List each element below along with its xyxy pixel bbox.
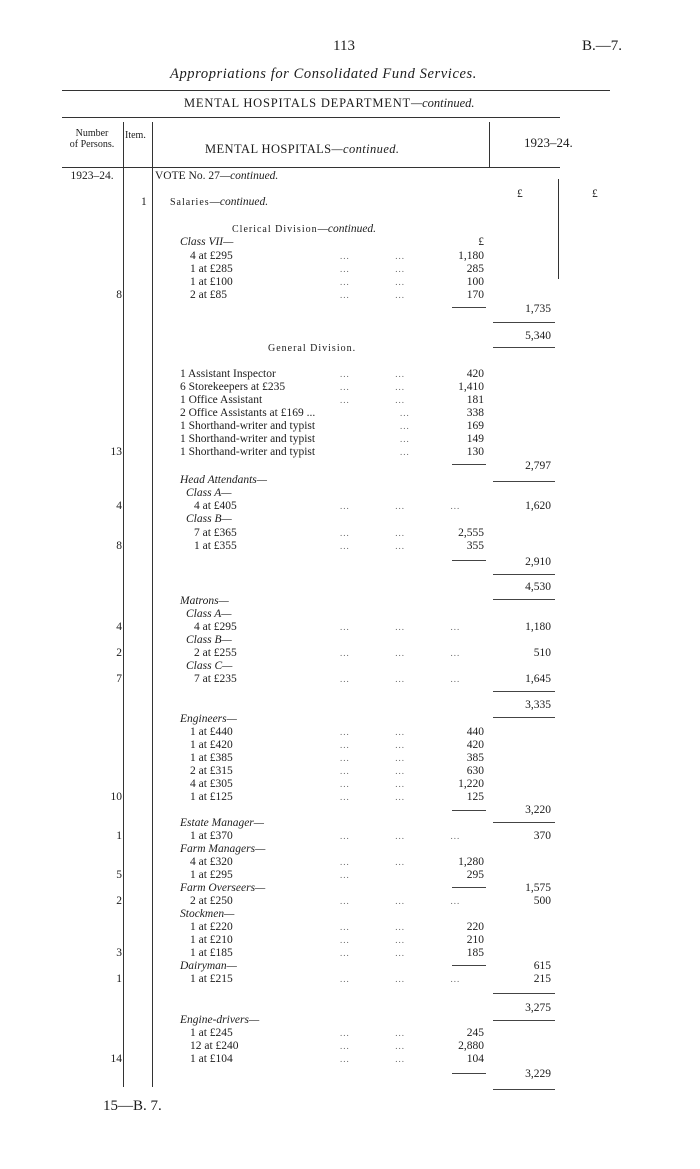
- matrons-a-total: 1,180: [525, 621, 551, 633]
- clerical-total: 1,735: [525, 303, 551, 315]
- farm-managers-row-2-amount: 295: [466, 869, 484, 881]
- farm-managers-total: 1,575: [525, 882, 551, 894]
- matrons-label: Matrons—: [180, 595, 229, 607]
- engineers-row-4-desc: 2 at £315: [190, 765, 233, 777]
- stockmen-label: Stockmen—: [180, 908, 235, 920]
- matrons-a-persons: 4: [116, 621, 122, 633]
- vote-label: [155, 170, 278, 184]
- farm-overseers-total: 500: [533, 895, 551, 907]
- document-title: Appropriations for Consolidated Fund Services.: [170, 66, 477, 82]
- persons-header-line2: of Persons.: [69, 139, 115, 150]
- section-subtotal: 3,275: [525, 1002, 551, 1014]
- leader-dots: ... ...: [340, 541, 405, 551]
- general-persons-count: 13: [110, 446, 122, 458]
- stockmen-row-3-desc: 1 at £185: [190, 947, 233, 959]
- sum-rule: [452, 887, 486, 888]
- sum-rule: [493, 717, 555, 718]
- clerical-pound-symbol: £: [478, 236, 484, 248]
- sum-rule: [452, 464, 486, 465]
- leader-dots: ... ...: [340, 753, 405, 763]
- leader-dots: ... ...: [340, 290, 405, 300]
- leader-dots: ... ...: [340, 740, 405, 750]
- general-total: 2,797: [525, 460, 551, 472]
- matrons-c-total: 1,645: [525, 673, 551, 685]
- general-row-5-desc: 1 Shorthand-writer and typist: [180, 420, 316, 432]
- leader-dots: ... ...: [340, 277, 405, 287]
- sum-rule: [452, 307, 486, 308]
- sum-rule: [493, 599, 555, 600]
- head-attendants-total: 4,530: [525, 581, 551, 593]
- leader-dots: ... ...: [340, 792, 405, 802]
- sum-rule: [493, 322, 555, 323]
- engine-drivers-row-3-amount: 104: [466, 1053, 484, 1065]
- leader-dots: ... ...: [340, 766, 405, 776]
- head-attendants-b-row-2-desc: 1 at £355: [194, 540, 237, 552]
- leader-dots: ... ...: [340, 935, 405, 945]
- matrons-c-persons: 7: [116, 673, 122, 685]
- estate-manager-label: Estate Manager—: [180, 817, 265, 829]
- general-row-7-desc: 1 Shorthand-writer and typist: [180, 446, 316, 458]
- sum-rule: [493, 1089, 555, 1090]
- item-number: 1: [141, 196, 147, 208]
- farm-managers-row-1-desc: 4 at £320: [190, 856, 233, 868]
- general-row-1-amount: 420: [466, 368, 484, 380]
- estate-manager-persons: 1: [116, 830, 122, 842]
- column-divider-item: [152, 122, 153, 1087]
- head-attendants-b-row-1-amount: 2,555: [458, 527, 484, 539]
- column-divider-persons: [123, 122, 124, 1087]
- leader-dots: ... ... ...: [340, 974, 461, 984]
- leader-dots: ... ...: [340, 922, 405, 932]
- matrons-class-c: Class C—: [186, 660, 233, 672]
- sum-rule: [493, 481, 555, 482]
- head-attendants-b-row-1-desc: 7 at £365: [194, 527, 237, 539]
- sum-rule: [452, 810, 486, 811]
- stockmen-persons: 3: [116, 947, 122, 959]
- engineers-row-5-desc: 4 at £305: [190, 778, 233, 790]
- clerical-row-4-amount: 170: [466, 289, 484, 301]
- page-number: 113: [333, 38, 355, 54]
- general-row-1-desc: 1 Assistant Inspector: [180, 368, 276, 380]
- leader-dots: ... ...: [340, 369, 405, 379]
- table-top-rule: [62, 117, 560, 118]
- general-row-2-amount: 1,410: [458, 381, 484, 393]
- estate-manager-total: 370: [533, 830, 551, 842]
- sum-rule: [493, 691, 555, 692]
- engine-drivers-row-2-desc: 12 at £240: [190, 1040, 239, 1052]
- engineers-row-6-amount: 125: [466, 791, 484, 803]
- printer-signature: 15—B. 7.: [103, 1098, 162, 1114]
- general-row-3-amount: 181: [466, 394, 484, 406]
- leader-dots: ... ...: [340, 264, 405, 274]
- head-attendants-label: Head Attendants—: [180, 474, 267, 486]
- salaries-text: Salaries: [170, 197, 210, 208]
- estate-manager-desc: 1 at £370: [190, 830, 233, 842]
- clerical-heading-text: Clerical Division: [232, 224, 318, 235]
- persons-year-label: 1923–24.: [70, 170, 114, 182]
- stockmen-row-1-desc: 1 at £220: [190, 921, 233, 933]
- general-row-5-amount: 169: [466, 420, 484, 432]
- farm-managers-persons: 5: [116, 869, 122, 881]
- matrons-c-desc: 7 at £235: [194, 673, 237, 685]
- engine-drivers-row-2-amount: 2,880: [458, 1040, 484, 1052]
- stockmen-row-2-amount: 210: [466, 934, 484, 946]
- clerical-row-1-amount: 1,180: [458, 250, 484, 262]
- leader-dots: ... ...: [340, 1054, 405, 1064]
- general-row-6-amount: 149: [466, 433, 484, 445]
- page-reference: B.—7.: [582, 38, 623, 54]
- sum-rule: [452, 1073, 486, 1074]
- matrons-a-desc: 4 at £295: [194, 621, 237, 633]
- department-continued: —continued.: [410, 96, 475, 110]
- engine-drivers-row-1-desc: 1 at £245: [190, 1027, 233, 1039]
- engine-drivers-label: Engine-drivers—: [180, 1014, 260, 1026]
- engineers-row-4-amount: 630: [466, 765, 484, 777]
- farm-managers-row-1-amount: 1,280: [458, 856, 484, 868]
- sum-rule: [493, 993, 555, 994]
- header-bottom-rule: [62, 167, 560, 168]
- year-column-header: 1923–24.: [524, 135, 573, 150]
- stockmen-row-2-desc: 1 at £210: [190, 934, 233, 946]
- leader-dots: ... ...: [340, 727, 405, 737]
- sum-rule: [493, 1020, 555, 1021]
- matrons-b-persons: 2: [116, 647, 122, 659]
- matrons-b-total: 510: [533, 647, 551, 659]
- leader-dots: ... ...: [340, 382, 405, 392]
- vote-number: VOTE No. 27: [155, 170, 220, 182]
- head-attendants-b-total: 2,910: [525, 556, 551, 568]
- engineers-row-6-desc: 1 at £125: [190, 791, 233, 803]
- clerical-row-2-amount: 285: [466, 263, 484, 275]
- leader-dots: ... ...: [340, 251, 405, 261]
- department-heading: [184, 96, 475, 111]
- matrons-class-a: Class A—: [186, 608, 232, 620]
- engineers-row-2-amount: 420: [466, 739, 484, 751]
- main-title-continued: —continued.: [331, 142, 400, 156]
- column-divider-pounds: [558, 179, 559, 279]
- pound-symbol-left: £: [517, 188, 523, 200]
- engineers-label: Engineers—: [180, 713, 237, 725]
- matrons-total: 3,335: [525, 699, 551, 711]
- engineers-row-1-desc: 1 at £440: [190, 726, 233, 738]
- persons-column-header: [62, 128, 122, 150]
- general-row-2-desc: 6 Storekeepers at £235: [180, 381, 286, 393]
- engineers-total: 3,220: [525, 804, 551, 816]
- sum-rule: [493, 347, 555, 348]
- clerical-heading: [232, 223, 376, 237]
- engine-drivers-persons: 14: [110, 1053, 122, 1065]
- persons-header-line1: Number: [75, 128, 109, 139]
- leader-dots: ... ...: [340, 1028, 405, 1038]
- engineers-row-3-desc: 1 at £385: [190, 752, 233, 764]
- leader-dots: ... ... ...: [340, 501, 461, 511]
- salaries-label: [170, 196, 268, 210]
- head-attendants-b-persons: 8: [116, 540, 122, 552]
- dairyman-desc: 1 at £215: [190, 973, 233, 985]
- general-row-4-amount: 338: [466, 407, 484, 419]
- engine-drivers-row-1-amount: 245: [466, 1027, 484, 1039]
- clerical-persons-count: 8: [116, 289, 122, 301]
- leader-dots: ...: [400, 447, 410, 457]
- leader-dots: ...: [400, 408, 410, 418]
- leader-dots: ... ...: [340, 395, 405, 405]
- farm-managers-row-2-desc: 1 at £295: [190, 869, 233, 881]
- stockmen-row-1-amount: 220: [466, 921, 484, 933]
- dairyman-persons: 1: [116, 973, 122, 985]
- clerical-heading-continued: —continued.: [317, 223, 377, 235]
- general-row-6-desc: 1 Shorthand-writer and typist: [180, 433, 316, 445]
- head-attendants-a-desc: 4 at £405: [194, 500, 237, 512]
- main-column-header: [205, 142, 399, 157]
- general-row-4-desc: 2 Office Assistants at £169 ...: [180, 407, 316, 419]
- sum-rule: [493, 574, 555, 575]
- head-attendants-a-persons: 4: [116, 500, 122, 512]
- clerical-division-total: 5,340: [525, 330, 551, 342]
- column-divider-year: [489, 122, 490, 167]
- head-attendants-a-total: 1,620: [525, 500, 551, 512]
- sum-rule: [452, 560, 486, 561]
- matrons-class-b: Class B—: [186, 634, 232, 646]
- engineers-persons-count: 10: [110, 791, 122, 803]
- leader-dots: ... ... ...: [340, 674, 461, 684]
- leader-dots: ...: [400, 421, 410, 431]
- leader-dots: ... ...: [340, 857, 405, 867]
- general-division-heading: General Division.: [268, 343, 357, 354]
- farm-managers-label: Farm Managers—: [180, 843, 266, 855]
- farm-overseers-persons: 2: [116, 895, 122, 907]
- head-attendants-class-b: Class B—: [186, 513, 232, 525]
- engineers-row-3-amount: 385: [466, 752, 484, 764]
- item-column-header: Item.: [125, 130, 146, 141]
- main-title: MENTAL HOSPITALS: [205, 142, 332, 156]
- leader-dots: ... ...: [340, 948, 405, 958]
- dairyman-label: Dairyman—: [180, 960, 237, 972]
- engineers-row-1-amount: 440: [466, 726, 484, 738]
- clerical-class-label: Class VII—: [180, 236, 234, 248]
- sum-rule: [452, 965, 486, 966]
- general-row-3-desc: 1 Office Assistant: [180, 394, 263, 406]
- clerical-row-3-desc: 1 at £100: [190, 276, 233, 288]
- leader-dots: ... ... ...: [340, 896, 461, 906]
- sum-rule: [493, 822, 555, 823]
- clerical-row-4-desc: 2 at £85: [190, 289, 228, 301]
- leader-dots: ...: [400, 434, 410, 444]
- vote-continued: —continued.: [219, 170, 279, 182]
- leader-dots: ... ... ...: [340, 831, 461, 841]
- stockmen-total: 615: [533, 960, 551, 972]
- general-row-7-amount: 130: [466, 446, 484, 458]
- leader-dots: ... ...: [340, 528, 405, 538]
- clerical-row-2-desc: 1 at £285: [190, 263, 233, 275]
- leader-dots: ...: [340, 870, 350, 880]
- head-attendants-b-row-2-amount: 355: [466, 540, 484, 552]
- engine-drivers-row-3-desc: 1 at £104: [190, 1053, 233, 1065]
- title-rule: [62, 90, 610, 91]
- leader-dots: ... ...: [340, 1041, 405, 1051]
- department-name: MENTAL HOSPITALS DEPARTMENT: [184, 96, 411, 110]
- clerical-row-1-desc: 4 at £295: [190, 250, 233, 262]
- clerical-row-3-amount: 100: [466, 276, 484, 288]
- leader-dots: ... ... ...: [340, 648, 461, 658]
- engine-drivers-total: 3,229: [525, 1068, 551, 1080]
- salaries-continued: —continued.: [209, 196, 269, 208]
- engineers-row-2-desc: 1 at £420: [190, 739, 233, 751]
- dairyman-total: 215: [533, 973, 551, 985]
- engineers-row-5-amount: 1,220: [458, 778, 484, 790]
- leader-dots: ... ...: [340, 779, 405, 789]
- stockmen-row-3-amount: 185: [466, 947, 484, 959]
- matrons-b-desc: 2 at £255: [194, 647, 237, 659]
- head-attendants-class-a: Class A—: [186, 487, 232, 499]
- leader-dots: ... ... ...: [340, 622, 461, 632]
- farm-overseers-label: Farm Overseers—: [180, 882, 266, 894]
- farm-overseers-desc: 2 at £250: [190, 895, 233, 907]
- pound-symbol-right: £: [592, 188, 598, 200]
